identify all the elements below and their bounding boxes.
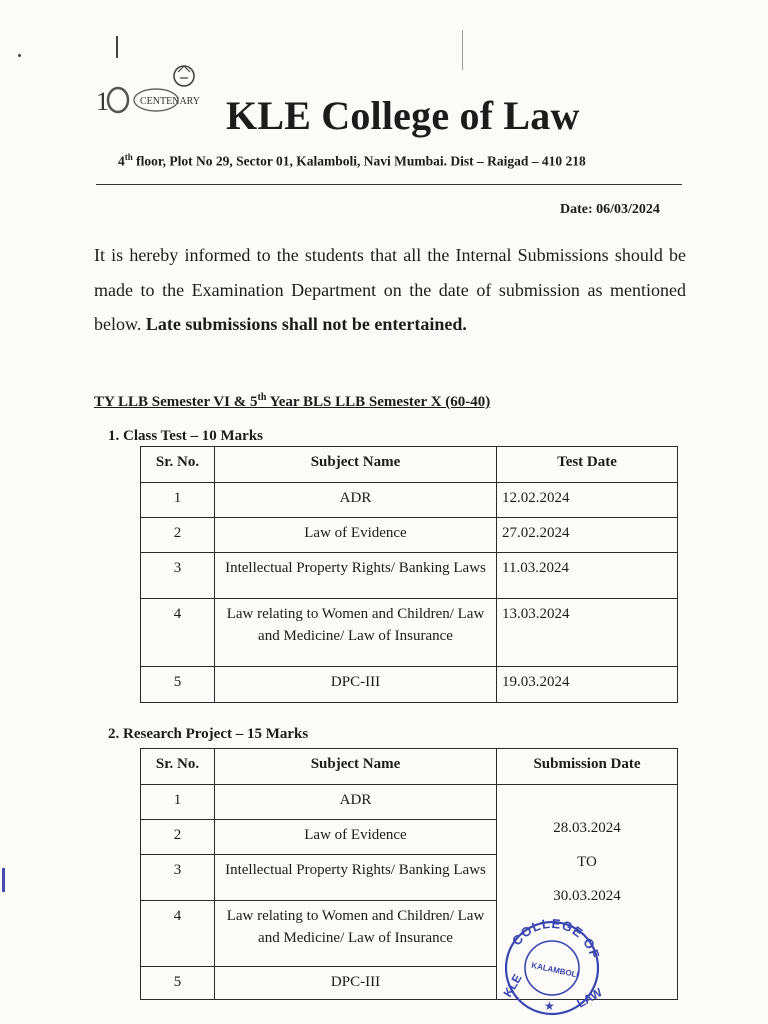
column-header: Submission Date [497,749,678,785]
subject-cell: Law of Evidence [215,820,497,855]
class-test-title: 1. Class Test – 10 Marks [108,428,264,444]
sr-cell: 4 [141,901,215,967]
sr-cell: 2 [141,518,215,553]
sr-cell: 5 [141,967,215,1000]
table-header-row [141,447,678,483]
scan-mark [18,54,21,57]
subject-cell: ADR [215,785,497,820]
column-header: Subject Name [215,749,497,785]
notice-paragraph [94,238,686,342]
sr-cell: 2 [141,820,215,855]
table-row [141,785,678,820]
column-header: Sr. No. [141,749,215,785]
scan-mark [116,36,118,58]
address-rest: floor, Plot No 29, Sector 01, Kalamboli, Navi Mumbai. Dist – Raigad – 410 218 [132,153,586,169]
sr-cell: 3 [141,855,215,901]
subject-cell: Intellectual Property Rights/ Banking Laws [215,553,497,599]
section-heading [94,392,490,411]
table-header-row [141,749,678,785]
logo-text: CENTENARY [140,96,200,107]
date-label: Date: [560,202,593,217]
svg-text:1: 1 [96,87,109,116]
date-cell: 27.02.2024 [497,518,678,553]
table-row [141,667,678,703]
date-cell: 19.03.2024 [497,667,678,703]
date-cell: 11.03.2024 [497,553,678,599]
header-divider [96,184,682,185]
scan-mark [462,30,463,70]
subject-cell: DPC-III [215,667,497,703]
section-heading-sup: th [257,392,267,403]
submission-to-word: TO [577,854,597,870]
submission-from: 28.03.2024 [553,820,621,836]
column-header: Subject Name [215,447,497,483]
stamp-top-text: COLLEGE OF [508,915,603,961]
address-floor: 4 [118,153,125,169]
submission-to: 30.03.2024 [553,888,621,904]
section-heading-part2: Year BLS LLB Semester X (60-40) [266,394,491,410]
column-header: Test Date [497,447,678,483]
sr-cell: 4 [141,599,215,667]
address-floor-suffix: th [124,152,133,162]
column-header: Sr. No. [141,447,215,483]
class-test-table [140,446,678,703]
stamp-right-text: LAW [574,985,605,1011]
college-address [118,152,586,170]
stamp-center-text: KALAMBOLI [530,960,580,980]
college-stamp [496,914,606,1016]
subject-cell: DPC-III [215,967,497,1000]
sr-cell: 5 [141,667,215,703]
research-project-title: 2. Research Project – 15 Marks [108,726,309,742]
svg-text:COLLEGE OF [509,916,603,961]
date-cell: 12.02.2024 [497,483,678,518]
sr-cell: 1 [141,483,215,518]
date-value: 06/03/2024 [596,202,660,217]
centenary-logo [96,58,214,120]
subject-cell: Law relating to Women and Children/ Law and Medicine/ Law of Insurance [215,901,497,967]
subject-cell: Intellectual Property Rights/ Banking Laws [215,855,497,901]
table-row [141,599,678,667]
table-row [141,518,678,553]
sr-cell: 1 [141,785,215,820]
subject-cell: ADR [215,483,497,518]
section-heading-part1: TY LLB Semester VI & 5 [94,394,258,410]
notice-text: It is hereby informed to the students that all the Internal Submissions should be made to the Examination Department on the date of submission as mentioned below. [94,245,686,334]
sr-cell: 3 [141,553,215,599]
subject-cell: Law relating to Women and Children/ Law and Medicine/ Law of Insurance [215,599,497,667]
date-cell: 13.03.2024 [497,599,678,667]
stamp-left-text: KLE [500,971,525,1000]
table-row [141,553,678,599]
stamp-star-icon: ★ [544,999,555,1013]
notice-emphasis: Late submissions shall not be entertained. [145,314,467,334]
scan-mark [2,868,5,892]
subject-cell: Law of Evidence [215,518,497,553]
notice-date [560,202,660,218]
college-name: KLE College of Law [226,93,580,138]
table-row [141,483,678,518]
